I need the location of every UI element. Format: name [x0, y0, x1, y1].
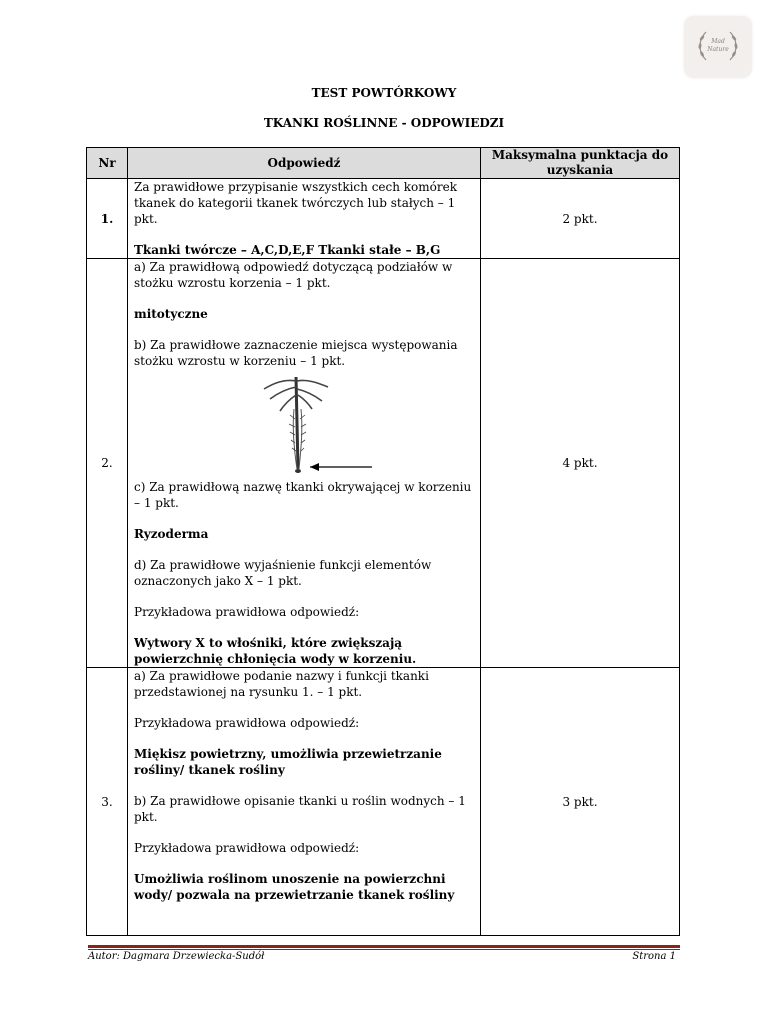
answer-text: Przykładowa prawidłowa odpowiedź:: [134, 841, 360, 855]
answer-key: Tkanki twórcze – A,C,D,E,F Tkanki stałe – B,G: [134, 243, 441, 257]
answer-cell: [128, 259, 481, 668]
logo-badge: [684, 16, 752, 78]
document-subtitle: TKANKI ROŚLINNE - ODPOWIEDZI: [263, 116, 505, 130]
answers-table: [86, 147, 680, 936]
column-header-points: Maksymalna punktacja do uzyskania: [481, 148, 680, 179]
footer-rule: [88, 945, 680, 948]
points-cell: 3 pkt.: [481, 668, 680, 936]
logo-text: Mad Nature: [707, 38, 729, 53]
answer-text: Przykładowa prawidłowa odpowiedź:: [134, 716, 360, 730]
column-header-nr: Nr: [87, 148, 128, 179]
table-header-row: [87, 148, 680, 179]
column-header-answer: Odpowiedź: [128, 148, 481, 179]
table-row: [87, 259, 680, 668]
document-title: TEST POWTÓRKOWY: [311, 86, 457, 100]
footer-rule-thin: [88, 949, 680, 950]
points-cell: 4 pkt.: [481, 259, 680, 668]
table-row: [87, 179, 680, 259]
answer-text: b) Za prawidłowe zaznaczenie miejsca występowania stożku wzrostu w korzeniu – 1 pkt.: [134, 338, 458, 368]
answer-key: Umożliwia roślinom unoszenie na powierzchni wody/ pozwala na przewietrzanie tkanek rośliny: [134, 872, 455, 902]
table-row: [87, 668, 680, 936]
root-figure: [134, 369, 474, 479]
answer-key: Ryzoderma: [134, 527, 209, 541]
answer-text: b) Za prawidłowe opisanie tkanki u roślin wodnych – 1 pkt.: [134, 794, 466, 824]
answer-key: mitotyczne: [134, 307, 208, 321]
answer-text: Przykładowa prawidłowa odpowiedź:: [134, 605, 360, 619]
footer-page-number: Strona 1: [632, 951, 676, 962]
answer-key: Wytwory X to włośniki, które zwiększają powierzchnię chłonięcia wody w korzeniu.: [134, 636, 417, 666]
answer-cell: [128, 179, 481, 259]
footer-author: Autor: Dagmara Drzewiecka-Sudół: [88, 951, 265, 962]
row-number: 1.: [87, 179, 128, 259]
answer-text: a) Za prawidłową odpowiedź dotyczącą podziałów w stożku wzrostu korzenia – 1 pkt.: [134, 260, 453, 290]
answer-text: d) Za prawidłowe wyjaśnienie funkcji elementów oznaczonych jako X – 1 pkt.: [134, 558, 432, 588]
root-tip-illustration: [244, 369, 484, 479]
row-number: 2.: [87, 259, 128, 668]
answer-text: Za prawidłowe przypisanie wszystkich cech komórek tkanek do kategorii tkanek twórczych lub stałych – 1 pkt.: [134, 180, 457, 226]
answer-text: c) Za prawidłową nazwę tkanki okrywającej w korzeniu – 1 pkt.: [134, 480, 472, 510]
row-number: 3.: [87, 668, 128, 936]
answer-cell: [128, 668, 481, 936]
answer-key: Miękisz powietrzny, umożliwia przewietrzanie rośliny/ tkanek rośliny: [134, 747, 442, 777]
points-cell: 2 pkt.: [481, 179, 680, 259]
answer-text: a) Za prawidłowe podanie nazwy i funkcji tkanki przedstawionej na rysunku 1. – 1 pkt.: [134, 669, 429, 699]
